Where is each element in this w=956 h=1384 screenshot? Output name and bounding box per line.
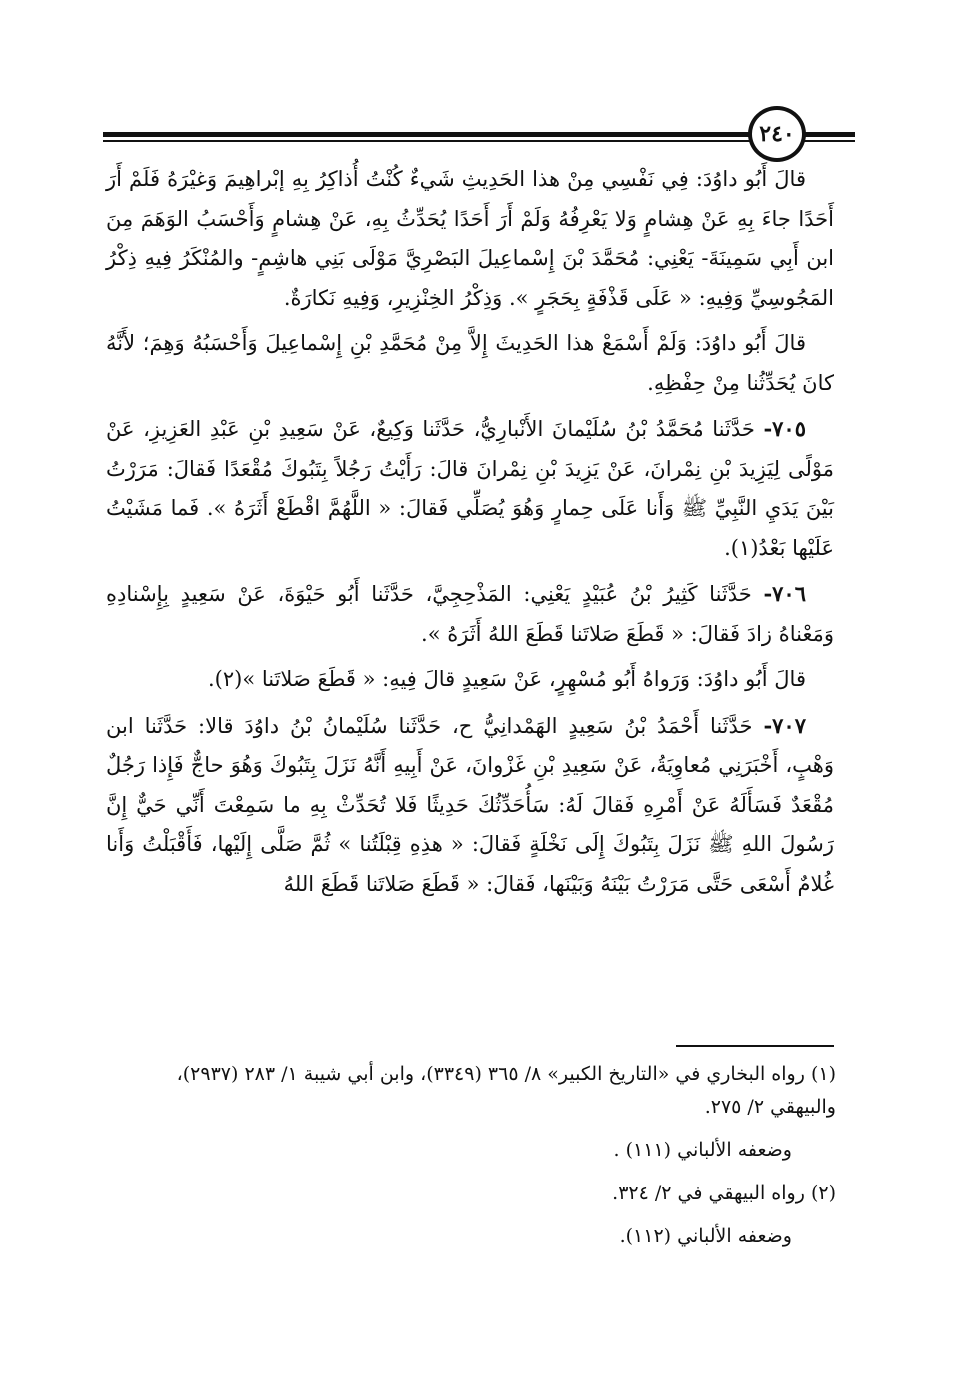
header-rule-tail: [800, 132, 855, 142]
paragraph-text: قالَ أَبُو داوُدَ: وَرَواهُ أَبُو مُسْهِرٍ، عَنْ سَعِيدٍ قالَ فِيهِ: « قَطَعَ صَلاتَنا »(٢).: [207, 667, 806, 691]
hadith-paragraph: [106, 706, 834, 905]
hadith-number: ٧٠٥-: [763, 416, 806, 441]
hadith-paragraph: [106, 409, 834, 568]
footnote-marker: (١): [810, 1063, 836, 1085]
paragraph-text: قالَ أَبُو داوُدَ: وَلَمْ أَسْمَعْ هذا الحَدِيثَ إِلاَّ مِنْ مُحَمَّدِ بْنِ إِسْماعِيلَ وَأَحْسَبُهُ وَهِمَ؛ لأَنَّهُ كانَ يُحَدِّثُنا مِنْ حِفْظِهِ.: [106, 331, 834, 395]
hadith-number: ٧٠٦-: [763, 581, 806, 606]
main-text: [106, 160, 834, 910]
header-rule-thick: [103, 132, 753, 137]
footnote-marker: (٢): [810, 1182, 836, 1204]
footnote-text: رواه البخاري في «التاريخ الكبير» ٨/ ٣٦٥ (٣٣٤٩)، وابن أبي شيبة ١/ ٢٨٣ (٢٩٣٧)، والبيهقي ٢/ ٢٧٥.: [176, 1063, 836, 1118]
paragraph: [106, 160, 834, 318]
hadith-paragraph: [106, 574, 834, 654]
footnote: [106, 1058, 836, 1124]
footnotes: [106, 1058, 836, 1263]
header-tail-thick: [800, 132, 855, 137]
footnote-note: وضعفه الألباني (١١٢).: [619, 1225, 792, 1247]
footnote-text: رواه البيهقي في ٢/ ٣٢٤.: [612, 1182, 805, 1204]
header-tail-thin: [800, 140, 855, 142]
paragraph-text: حَدَّثَنا مُحَمَّدُ بْنُ سُلَيْمانَ الأَنْبارِيُّ، حَدَّثَنا وَكِيعٌ، عَنْ سَعِيدِ بْنِ عَبْدِ العَزِيزِ، عَنْ مَوْلًى لِيَزِيدَ بْنِ نِمْرانَ، عَنْ يَزِيدَ بْنِ نِمْرانَ قالَ: رَأَيْتُ رَجُلاً بِتَبُوكَ مُقْعَدًا فَقالَ: مَرَرْتُ بَيْنَ يَدَيِ النَّبِيِّ ﷺ وَأَنا عَلَى حِمارٍ وَهُوَ يُصَلِّي فَقالَ: « اللَّهُمَّ اقْطَعْ أَثَرَهُ ». فَما مَشَيْتُ عَلَيْها بَعْدُ(١).: [106, 417, 834, 560]
page-number: ٢٤٠: [748, 106, 806, 162]
hadith-number: ٧٠٧-: [763, 712, 806, 738]
footnote-note: وضعفه الألباني (١١١) .: [613, 1139, 792, 1161]
paragraph-text: حَدَّثَنا أَحْمَدُ بْنُ سَعِيدٍ الهَمْدانِيُّ ح، حَدَّثَنا سُلَيْمانُ بْنُ داوُدَ قالا: حَدَّثَنا ابن وَهْبٍ، أَخْبَرَنِي مُعاوِيَةُ، عَنْ سَعِيدِ بْنِ غَزْوانَ، عَنْ أَبِيهِ أَنَّهُ نَزَلَ بِتَبُوكَ وَهُوَ حاجٌّ فَإِذا رَجُلٌ مُقْعَدٌ فَسَأَلَهُ عَنْ أَمْرِهِ فَقالَ لَهُ: سَأُحَدِّثُكَ حَدِيثًا فَلا تُحَدِّثْ بِهِ ما سَمِعْتَ أَنِّي حَيٌّ إِنَّ رَسُولَ اللهِ ﷺ نَزَلَ بِتَبُوكَ إِلَى نَخْلَةٍ فَقالَ: « هذِهِ قِبْلَتُنا » ثُمَّ صَلَّى إِلَيْها، فَأَقْبَلْتُ وَأَنا غُلامٌ أَسْعَى حَتَّى مَرَرْتُ بَيْنَهُ وَبَيْنَها، فَقالَ: « قَطَعَ صَلاتَنا قَطَعَ اللهُ: [106, 713, 834, 896]
paragraph: [106, 324, 834, 403]
header-rule-thin: [103, 140, 753, 142]
footnote: [106, 1177, 836, 1210]
header-rule: [103, 132, 753, 142]
paragraph-text: حَدَّثَنا كَثِيرُ بْنُ عُبَيْدٍ يَعْنِي: المَذْحِجِيَّ، حَدَّثَنا أَبُو حَيْوَةَ، عَنْ سَعِيدٍ بِإِسْنادِهِ وَمَعْناهُ زادَ فَقالَ: « قَطَعَ صَلاتَنا قَطَعَ اللهُ أَثَرَهُ ».: [106, 582, 834, 646]
paragraph: [106, 660, 834, 700]
paragraph-text: قالَ أَبُو داوُدَ: فِي نَفْسِي مِنْ هذا الحَدِيثِ شَيءٌ كُنْتُ أُذاكِرُ بِهِ إبْراهِيمَ وَغيْرَهُ فَلَمْ أَرَ أَحَدًا جاءَ بِهِ عَنْ هِشامٍ وَلا يَعْرِفُهُ وَلَمْ أَرَ أَحَدًا يُحَدِّثُ بِهِ، عَنْ هِشامٍ وَأَحْسَبُ الوَهَمَ مِنَ ابن أَبِي سَمِينَةَ- يَعْنِي: مُحَمَّدَ بْنَ إِسْماعِيلَ البَصْرِيَّ مَوْلَى بَنِي هاشِمٍ- والمُنْكَرُ فِيهِ ذِكْرُ المَجُوسِيِّ وَفِيهِ: « عَلَى قَذْفَةٍ بِحَجَرٍ ». وَذِكْرُ الخِنْزِيرِ، وَفِيهِ نَكارَةٌ.: [106, 167, 834, 310]
footnote-separator: [676, 1045, 834, 1047]
